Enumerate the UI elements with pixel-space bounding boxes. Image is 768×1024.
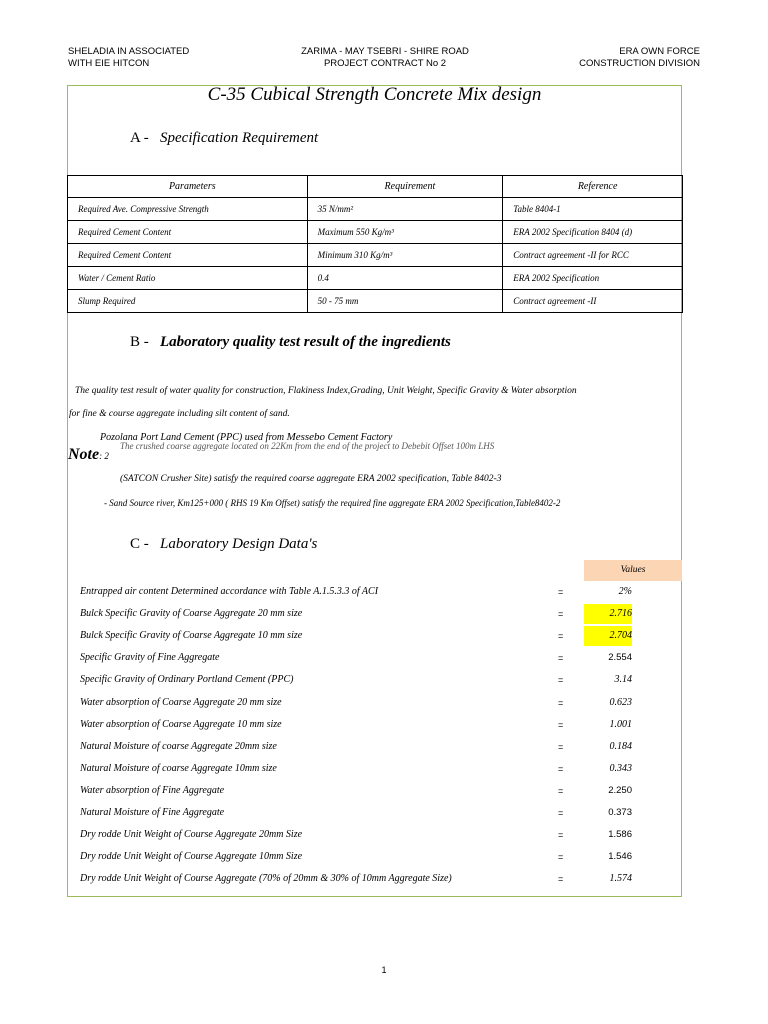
equals-sign: = (558, 720, 564, 730)
table-cell: Required Ave. Compressive Strength (68, 198, 308, 221)
section-b-heading (130, 334, 451, 351)
design-data-label: Entrapped air content Determined accordance with Table A.1.5.3.3 of ACI (80, 586, 379, 597)
design-data-label: Bulck Specific Gravity of Coarse Aggregate 10 mm size (80, 630, 303, 641)
equals-sign: = (558, 786, 564, 796)
design-data-label: Natural Moisture of Fine Aggregate (80, 807, 225, 818)
equals-sign: = (558, 830, 564, 840)
design-data-value: 0.184 (609, 741, 632, 752)
fine-aggregate-text: - Sand Source river, Km125+000 ( RHS 19 Km Offset) satisfy the required fine aggregate ERA 2002 Specification,Table8402-2 (104, 498, 561, 508)
section-a-title: Specification Requirement (160, 130, 319, 146)
table-row (68, 267, 683, 290)
table-cell: Required Cement Content (68, 221, 308, 244)
header-right-line-1: ERA OWN FORCE (619, 46, 700, 57)
design-data-label: Specific Gravity of Fine Aggregate (80, 652, 220, 663)
table-cell: 0.4 (307, 267, 503, 290)
spec-header-requirement: Requirement (307, 176, 503, 198)
equals-sign: = (558, 764, 564, 774)
design-data-value: 3.14 (614, 674, 632, 685)
design-data-value: 2.250 (608, 785, 632, 796)
table-cell: Maximum 550 Kg/m³ (307, 221, 503, 244)
design-data-label: Bulck Specific Gravity of Coarse Aggregate 20 mm size (80, 608, 303, 619)
design-data-label: Natural Moisture of coarse Aggregate 10mm size (80, 763, 277, 774)
table-cell: Required Cement Content (68, 244, 308, 267)
equals-sign: = (558, 609, 564, 619)
page-number: 1 (381, 965, 387, 975)
design-data-label: Natural Moisture of coarse Aggregate 20mm size (80, 741, 277, 752)
design-data-value: 1.574 (609, 873, 632, 884)
section-b-title: Laboratory quality test result of the ingredients (160, 334, 451, 350)
equals-sign: = (558, 874, 564, 884)
table-row (68, 221, 683, 244)
header-right-line-2: CONSTRUCTION DIVISION (579, 58, 700, 69)
equals-sign: = (558, 808, 564, 818)
design-data-label: Dry rodde Unit Weight of Course Aggregate 10mm Size (80, 851, 303, 862)
table-cell: Slump Required (68, 290, 308, 313)
table-cell: Contract agreement -II (503, 290, 683, 313)
equals-sign: = (558, 675, 564, 685)
equals-sign: = (558, 631, 564, 641)
equals-sign: = (558, 587, 564, 597)
section-c-title: Laboratory Design Data's (160, 536, 318, 552)
design-data-label: Water absorption of Fine Aggregate (80, 785, 225, 796)
overlapped-text: The crushed coarse aggregate located on 22Km from the end of the project to Debebit Offset 100m LHS (120, 441, 495, 451)
design-data-value: 1.546 (608, 851, 632, 862)
design-data-value: 1.001 (609, 719, 632, 730)
table-cell: Contract agreement -II for RCC (503, 244, 683, 267)
spec-header-reference: Reference (503, 176, 683, 198)
design-data-label: Dry rodde Unit Weight of Course Aggregate 20mm Size (80, 829, 303, 840)
section-c-letter: C - (130, 536, 149, 552)
equals-sign: = (558, 742, 564, 752)
cement-factory-name: Messebo (286, 431, 326, 443)
table-cell: ERA 2002 Specification (503, 267, 683, 290)
header-center-line-2: PROJECT CONTRACT No 2 (323, 58, 447, 69)
design-data-value: 2.554 (608, 652, 632, 663)
design-data-label: Water absorption of Coarse Aggregate 10 mm size (80, 719, 282, 730)
lab-text-line-1: The quality test result of water quality for construction, Flakiness Index,Grading, Unit Weight, Specific Gravity & Water absorption (75, 386, 577, 396)
values-column-header: Values (584, 560, 682, 581)
table-cell: 50 - 75 mm (307, 290, 503, 313)
design-data-value: 0.343 (609, 763, 632, 774)
section-c-heading (130, 536, 317, 553)
cement-source-part-1: Pozolana Port Land Cement (PPC) used from (100, 432, 287, 443)
note-text: Note (68, 446, 100, 463)
design-data-label: Specific Gravity of Ordinary Portland Cement (PPC) (80, 674, 294, 685)
coarse-aggregate-text: (SATCON Crusher Site) satisfy the required coarse aggregate ERA 2002 specification, Table 8402-3 (120, 474, 502, 484)
section-b-letter: B - (130, 334, 149, 350)
header-center-line-1: ZARIMA - MAY TSEBRI - SHIRE ROAD (301, 46, 469, 57)
header-left (68, 46, 189, 70)
table-row (68, 198, 683, 221)
spec-header-parameters: Parameters (68, 176, 308, 198)
header-left-line-1: SHELADIA IN ASSOCIATED (68, 46, 190, 57)
spec-table-header-row (68, 176, 683, 198)
section-a-heading (130, 130, 318, 147)
table-cell: 35 N/mm² (307, 198, 503, 221)
table-cell: Water / Cement Ratio (68, 267, 308, 290)
table-row (68, 290, 683, 313)
design-data-value: 1.586 (608, 829, 632, 840)
note-number: : 2 (99, 451, 109, 461)
cement-source-text (100, 431, 392, 443)
design-data-value: 2.716 (584, 604, 632, 624)
document-title: C-35 Cubical Strength Concrete Mix design (207, 84, 542, 105)
design-data-value: 2% (618, 586, 632, 597)
table-row (68, 244, 683, 267)
design-data-value: 0.623 (609, 697, 632, 708)
cement-source-part-3: Cement Factory (325, 432, 393, 443)
table-cell: Minimum 310 Kg/m³ (307, 244, 503, 267)
design-data-value: 0.373 (608, 807, 632, 818)
design-data-value: 2.704 (584, 626, 632, 646)
equals-sign: = (558, 852, 564, 862)
design-data-label: Water absorption of Coarse Aggregate 20 mm size (80, 697, 282, 708)
lab-text-line-2: for fine & course aggregate including silt content of sand. (69, 409, 290, 419)
note-label (68, 446, 109, 464)
specification-table (67, 175, 683, 313)
section-a-letter: A - (130, 130, 149, 146)
table-cell: ERA 2002 Specification 8404 (d) (503, 221, 683, 244)
header-left-line-2: WITH EIE HITCON (68, 58, 150, 69)
header-center (240, 46, 530, 70)
equals-sign: = (558, 698, 564, 708)
design-data-label: Dry rodde Unit Weight of Course Aggregate (70% of 20mm & 30% of 10mm Aggregate Size) (80, 873, 452, 884)
header-right (579, 46, 700, 70)
equals-sign: = (558, 653, 564, 663)
table-cell: Table 8404-1 (503, 198, 683, 221)
